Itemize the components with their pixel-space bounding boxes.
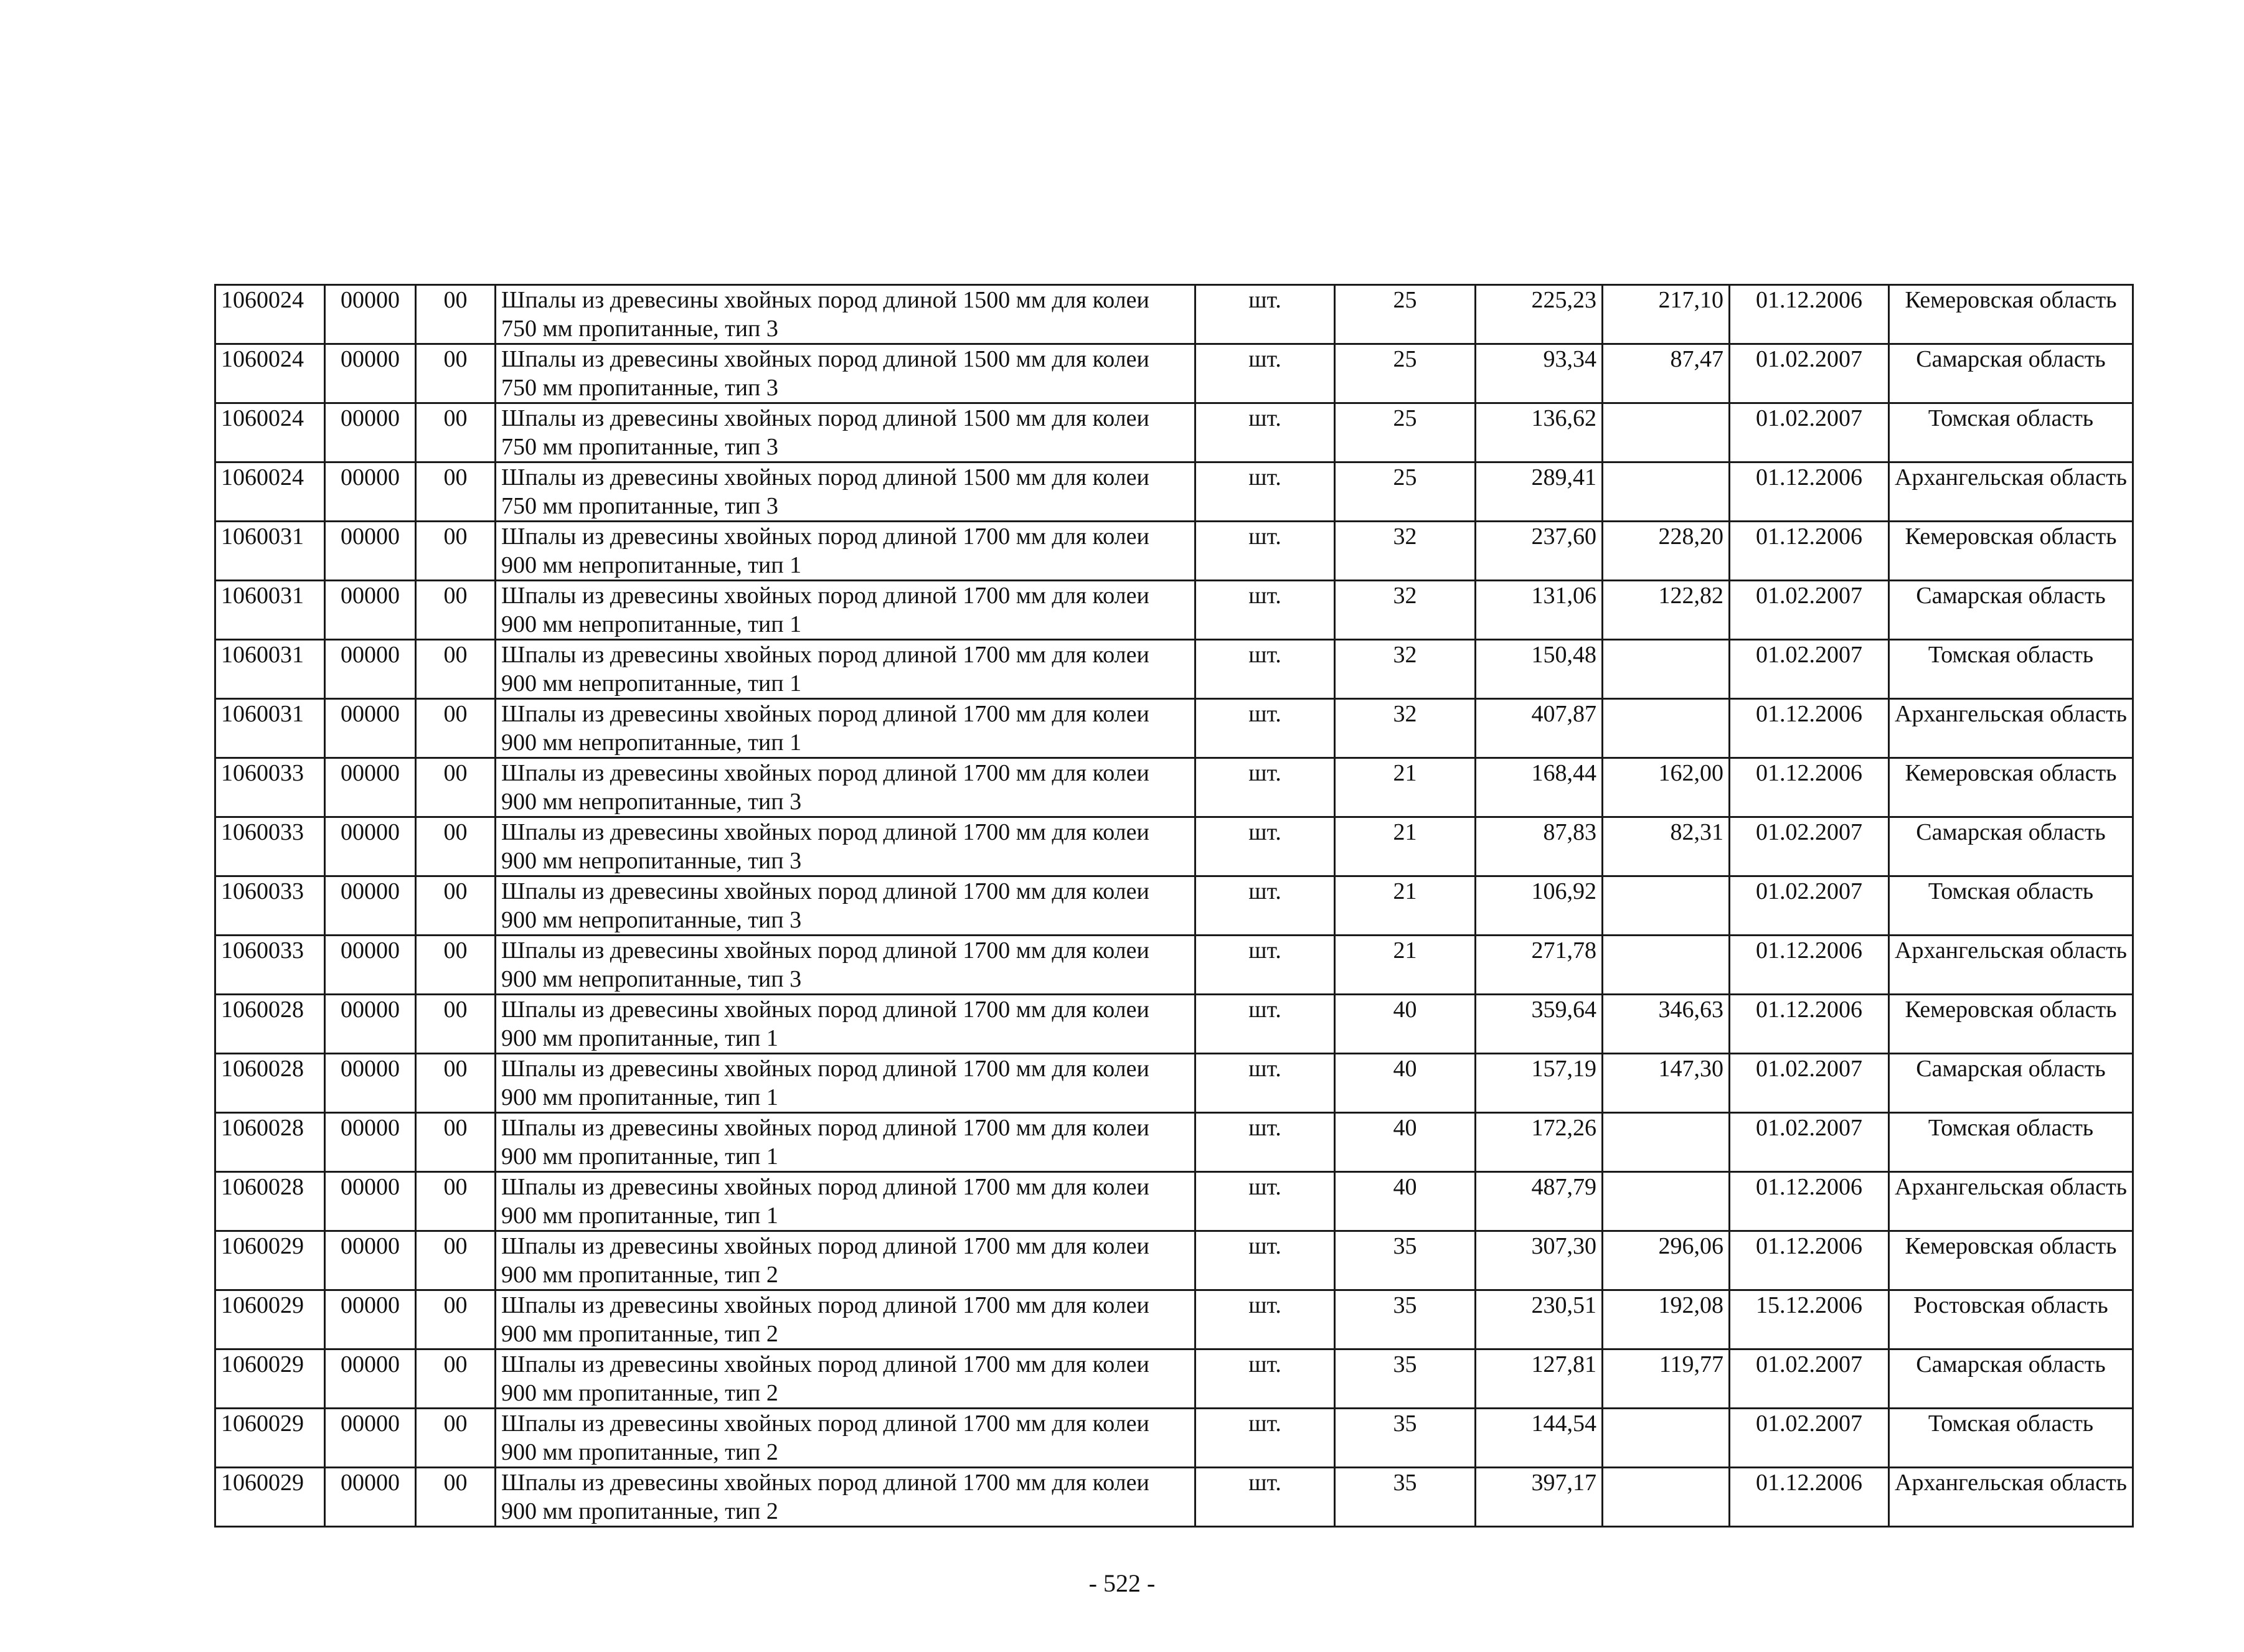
item-name-cell: Шпалы из древесины хвойных пород длиной 1500 мм для колеи 750 мм пропитанные, тип 3 bbox=[496, 285, 1195, 344]
sub-code-cell: 00000 bbox=[325, 522, 416, 581]
sub-code-cell: 00000 bbox=[325, 817, 416, 876]
quantity-cell: 35 bbox=[1335, 1468, 1476, 1527]
price-cell: 87,83 bbox=[1476, 817, 1603, 876]
unit-cell: шт. bbox=[1195, 876, 1335, 936]
price-cell: 359,64 bbox=[1476, 995, 1603, 1054]
price-alt-cell: 192,08 bbox=[1603, 1290, 1730, 1349]
item-code-cell: 1060028 bbox=[215, 1054, 325, 1113]
quantity-cell: 40 bbox=[1335, 1172, 1476, 1231]
date-cell: 01.02.2007 bbox=[1730, 403, 1889, 462]
quantity-cell: 35 bbox=[1335, 1290, 1476, 1349]
sub-code-cell: 00000 bbox=[325, 581, 416, 640]
region-cell: Томская область bbox=[1889, 403, 2133, 462]
date-cell: 15.12.2006 bbox=[1730, 1290, 1889, 1349]
price-alt-cell: 296,06 bbox=[1603, 1231, 1730, 1290]
unit-cell: шт. bbox=[1195, 995, 1335, 1054]
price-cell: 225,23 bbox=[1476, 285, 1603, 344]
price-cell: 131,06 bbox=[1476, 581, 1603, 640]
date-cell: 01.02.2007 bbox=[1730, 1409, 1889, 1468]
region-cell: Томская область bbox=[1889, 876, 2133, 936]
region-cell: Архангельская область bbox=[1889, 936, 2133, 995]
item-name-cell: Шпалы из древесины хвойных пород длиной 1500 мм для колеи 750 мм пропитанные, тип 3 bbox=[496, 462, 1195, 522]
unit-cell: шт. bbox=[1195, 817, 1335, 876]
date-cell: 01.12.2006 bbox=[1730, 285, 1889, 344]
item-code-cell: 1060024 bbox=[215, 344, 325, 403]
region-cell: Томская область bbox=[1889, 1113, 2133, 1172]
table-row bbox=[215, 1290, 2133, 1349]
price-alt-cell bbox=[1603, 403, 1730, 462]
table-row bbox=[215, 699, 2133, 758]
item-code-cell: 1060029 bbox=[215, 1409, 325, 1468]
item-name-cell: Шпалы из древесины хвойных пород длиной 1700 мм для колеи 900 мм непропитанные, тип 1 bbox=[496, 581, 1195, 640]
unit-cell: шт. bbox=[1195, 640, 1335, 699]
region-cell: Самарская область bbox=[1889, 1349, 2133, 1409]
variant-code-cell: 00 bbox=[416, 640, 496, 699]
quantity-cell: 25 bbox=[1335, 285, 1476, 344]
item-name-cell: Шпалы из древесины хвойных пород длиной 1700 мм для колеи 900 мм пропитанные, тип 1 bbox=[496, 1172, 1195, 1231]
unit-cell: шт. bbox=[1195, 462, 1335, 522]
price-alt-cell bbox=[1603, 1172, 1730, 1231]
region-cell: Самарская область bbox=[1889, 581, 2133, 640]
sub-code-cell: 00000 bbox=[325, 1409, 416, 1468]
table-row bbox=[215, 462, 2133, 522]
price-alt-cell: 119,77 bbox=[1603, 1349, 1730, 1409]
date-cell: 01.12.2006 bbox=[1730, 936, 1889, 995]
price-alt-cell bbox=[1603, 1113, 1730, 1172]
unit-cell: шт. bbox=[1195, 344, 1335, 403]
date-cell: 01.02.2007 bbox=[1730, 1054, 1889, 1113]
item-name-cell: Шпалы из древесины хвойных пород длиной 1700 мм для колеи 900 мм пропитанные, тип 1 bbox=[496, 1113, 1195, 1172]
price-table bbox=[214, 284, 2134, 1528]
unit-cell: шт. bbox=[1195, 699, 1335, 758]
quantity-cell: 35 bbox=[1335, 1231, 1476, 1290]
variant-code-cell: 00 bbox=[416, 344, 496, 403]
sub-code-cell: 00000 bbox=[325, 640, 416, 699]
variant-code-cell: 00 bbox=[416, 522, 496, 581]
quantity-cell: 32 bbox=[1335, 699, 1476, 758]
sub-code-cell: 00000 bbox=[325, 699, 416, 758]
date-cell: 01.02.2007 bbox=[1730, 640, 1889, 699]
unit-cell: шт. bbox=[1195, 1409, 1335, 1468]
variant-code-cell: 00 bbox=[416, 581, 496, 640]
item-code-cell: 1060031 bbox=[215, 699, 325, 758]
price-cell: 487,79 bbox=[1476, 1172, 1603, 1231]
item-name-cell: Шпалы из древесины хвойных пород длиной 1700 мм для колеи 900 мм непропитанные, тип 3 bbox=[496, 758, 1195, 817]
table-row bbox=[215, 285, 2133, 344]
table-row bbox=[215, 640, 2133, 699]
price-cell: 93,34 bbox=[1476, 344, 1603, 403]
sub-code-cell: 00000 bbox=[325, 344, 416, 403]
price-alt-cell: 87,47 bbox=[1603, 344, 1730, 403]
item-code-cell: 1060028 bbox=[215, 1113, 325, 1172]
date-cell: 01.02.2007 bbox=[1730, 581, 1889, 640]
table-row bbox=[215, 522, 2133, 581]
variant-code-cell: 00 bbox=[416, 1231, 496, 1290]
region-cell: Архангельская область bbox=[1889, 462, 2133, 522]
sub-code-cell: 00000 bbox=[325, 1468, 416, 1527]
item-name-cell: Шпалы из древесины хвойных пород длиной 1700 мм для колеи 900 мм непропитанные, тип 3 bbox=[496, 936, 1195, 995]
region-cell: Архангельская область bbox=[1889, 1172, 2133, 1231]
item-name-cell: Шпалы из древесины хвойных пород длиной 1700 мм для колеи 900 мм пропитанные, тип 2 bbox=[496, 1409, 1195, 1468]
price-alt-cell bbox=[1603, 1468, 1730, 1527]
quantity-cell: 25 bbox=[1335, 462, 1476, 522]
item-name-cell: Шпалы из древесины хвойных пород длиной 1700 мм для колеи 900 мм непропитанные, тип 3 bbox=[496, 876, 1195, 936]
sub-code-cell: 00000 bbox=[325, 1231, 416, 1290]
item-name-cell: Шпалы из древесины хвойных пород длиной 1700 мм для колеи 900 мм пропитанные, тип 2 bbox=[496, 1349, 1195, 1409]
variant-code-cell: 00 bbox=[416, 1113, 496, 1172]
quantity-cell: 35 bbox=[1335, 1349, 1476, 1409]
date-cell: 01.12.2006 bbox=[1730, 1468, 1889, 1527]
unit-cell: шт. bbox=[1195, 1172, 1335, 1231]
region-cell: Кемеровская область bbox=[1889, 995, 2133, 1054]
item-code-cell: 1060033 bbox=[215, 758, 325, 817]
item-code-cell: 1060028 bbox=[215, 1172, 325, 1231]
quantity-cell: 32 bbox=[1335, 581, 1476, 640]
unit-cell: шт. bbox=[1195, 522, 1335, 581]
date-cell: 01.12.2006 bbox=[1730, 699, 1889, 758]
date-cell: 01.02.2007 bbox=[1730, 344, 1889, 403]
price-cell: 106,92 bbox=[1476, 876, 1603, 936]
unit-cell: шт. bbox=[1195, 936, 1335, 995]
table-row bbox=[215, 936, 2133, 995]
item-code-cell: 1060029 bbox=[215, 1349, 325, 1409]
sub-code-cell: 00000 bbox=[325, 995, 416, 1054]
price-cell: 307,30 bbox=[1476, 1231, 1603, 1290]
price-alt-cell bbox=[1603, 699, 1730, 758]
item-code-cell: 1060031 bbox=[215, 522, 325, 581]
quantity-cell: 25 bbox=[1335, 344, 1476, 403]
page-number: - 522 - bbox=[1088, 1569, 1156, 1597]
region-cell: Томская область bbox=[1889, 1409, 2133, 1468]
variant-code-cell: 00 bbox=[416, 1468, 496, 1527]
price-alt-cell bbox=[1603, 462, 1730, 522]
item-code-cell: 1060029 bbox=[215, 1290, 325, 1349]
item-code-cell: 1060029 bbox=[215, 1468, 325, 1527]
quantity-cell: 21 bbox=[1335, 876, 1476, 936]
table-row bbox=[215, 876, 2133, 936]
sub-code-cell: 00000 bbox=[325, 1113, 416, 1172]
price-cell: 168,44 bbox=[1476, 758, 1603, 817]
sub-code-cell: 00000 bbox=[325, 758, 416, 817]
sub-code-cell: 00000 bbox=[325, 1349, 416, 1409]
price-cell: 237,60 bbox=[1476, 522, 1603, 581]
date-cell: 01.12.2006 bbox=[1730, 758, 1889, 817]
item-name-cell: Шпалы из древесины хвойных пород длиной 1700 мм для колеи 900 мм пропитанные, тип 1 bbox=[496, 995, 1195, 1054]
price-alt-cell: 147,30 bbox=[1603, 1054, 1730, 1113]
date-cell: 01.02.2007 bbox=[1730, 1113, 1889, 1172]
item-name-cell: Шпалы из древесины хвойных пород длиной 1700 мм для колеи 900 мм непропитанные, тип 1 bbox=[496, 522, 1195, 581]
quantity-cell: 21 bbox=[1335, 936, 1476, 995]
variant-code-cell: 00 bbox=[416, 1409, 496, 1468]
item-name-cell: Шпалы из древесины хвойных пород длиной 1700 мм для колеи 900 мм непропитанные, тип 1 bbox=[496, 640, 1195, 699]
quantity-cell: 40 bbox=[1335, 1113, 1476, 1172]
date-cell: 01.12.2006 bbox=[1730, 995, 1889, 1054]
table-row bbox=[215, 581, 2133, 640]
region-cell: Ростовская область bbox=[1889, 1290, 2133, 1349]
table-row bbox=[215, 403, 2133, 462]
date-cell: 01.12.2006 bbox=[1730, 1231, 1889, 1290]
region-cell: Самарская область bbox=[1889, 344, 2133, 403]
price-alt-cell: 162,00 bbox=[1603, 758, 1730, 817]
unit-cell: шт. bbox=[1195, 1054, 1335, 1113]
region-cell: Томская область bbox=[1889, 640, 2133, 699]
quantity-cell: 40 bbox=[1335, 1054, 1476, 1113]
price-alt-cell: 217,10 bbox=[1603, 285, 1730, 344]
unit-cell: шт. bbox=[1195, 285, 1335, 344]
item-code-cell: 1060033 bbox=[215, 876, 325, 936]
table-row bbox=[215, 758, 2133, 817]
date-cell: 01.12.2006 bbox=[1730, 462, 1889, 522]
price-alt-cell bbox=[1603, 1409, 1730, 1468]
item-name-cell: Шпалы из древесины хвойных пород длиной 1700 мм для колеи 900 мм непропитанные, тип 3 bbox=[496, 817, 1195, 876]
item-name-cell: Шпалы из древесины хвойных пород длиной 1500 мм для колеи 750 мм пропитанные, тип 3 bbox=[496, 344, 1195, 403]
item-name-cell: Шпалы из древесины хвойных пород длиной 1500 мм для колеи 750 мм пропитанные, тип 3 bbox=[496, 403, 1195, 462]
unit-cell: шт. bbox=[1195, 1231, 1335, 1290]
sub-code-cell: 00000 bbox=[325, 876, 416, 936]
price-cell: 172,26 bbox=[1476, 1113, 1603, 1172]
date-cell: 01.12.2006 bbox=[1730, 522, 1889, 581]
quantity-cell: 32 bbox=[1335, 640, 1476, 699]
price-alt-cell bbox=[1603, 640, 1730, 699]
variant-code-cell: 00 bbox=[416, 758, 496, 817]
variant-code-cell: 00 bbox=[416, 876, 496, 936]
variant-code-cell: 00 bbox=[416, 1349, 496, 1409]
region-cell: Архангельская область bbox=[1889, 1468, 2133, 1527]
price-alt-cell: 346,63 bbox=[1603, 995, 1730, 1054]
variant-code-cell: 00 bbox=[416, 1172, 496, 1231]
date-cell: 01.02.2007 bbox=[1730, 876, 1889, 936]
item-code-cell: 1060024 bbox=[215, 462, 325, 522]
unit-cell: шт. bbox=[1195, 1113, 1335, 1172]
sub-code-cell: 00000 bbox=[325, 403, 416, 462]
region-cell: Архангельская область bbox=[1889, 699, 2133, 758]
quantity-cell: 35 bbox=[1335, 1409, 1476, 1468]
item-code-cell: 1060033 bbox=[215, 817, 325, 876]
date-cell: 01.02.2007 bbox=[1730, 1349, 1889, 1409]
region-cell: Кемеровская область bbox=[1889, 285, 2133, 344]
unit-cell: шт. bbox=[1195, 581, 1335, 640]
quantity-cell: 21 bbox=[1335, 758, 1476, 817]
unit-cell: шт. bbox=[1195, 758, 1335, 817]
price-cell: 397,17 bbox=[1476, 1468, 1603, 1527]
variant-code-cell: 00 bbox=[416, 462, 496, 522]
date-cell: 01.02.2007 bbox=[1730, 817, 1889, 876]
unit-cell: шт. bbox=[1195, 1349, 1335, 1409]
price-cell: 271,78 bbox=[1476, 936, 1603, 995]
variant-code-cell: 00 bbox=[416, 1290, 496, 1349]
unit-cell: шт. bbox=[1195, 1290, 1335, 1349]
price-alt-cell bbox=[1603, 936, 1730, 995]
quantity-cell: 25 bbox=[1335, 403, 1476, 462]
item-name-cell: Шпалы из древесины хвойных пород длиной 1700 мм для колеи 900 мм пропитанные, тип 2 bbox=[496, 1290, 1195, 1349]
quantity-cell: 32 bbox=[1335, 522, 1476, 581]
sub-code-cell: 00000 bbox=[325, 285, 416, 344]
quantity-cell: 40 bbox=[1335, 995, 1476, 1054]
price-cell: 144,54 bbox=[1476, 1409, 1603, 1468]
price-cell: 230,51 bbox=[1476, 1290, 1603, 1349]
region-cell: Кемеровская область bbox=[1889, 758, 2133, 817]
price-cell: 289,41 bbox=[1476, 462, 1603, 522]
table-row bbox=[215, 817, 2133, 876]
table-row bbox=[215, 344, 2133, 403]
sub-code-cell: 00000 bbox=[325, 1290, 416, 1349]
item-name-cell: Шпалы из древесины хвойных пород длиной 1700 мм для колеи 900 мм пропитанные, тип 2 bbox=[496, 1231, 1195, 1290]
table-row bbox=[215, 1231, 2133, 1290]
region-cell: Кемеровская область bbox=[1889, 1231, 2133, 1290]
item-code-cell: 1060024 bbox=[215, 403, 325, 462]
table-row bbox=[215, 995, 2133, 1054]
variant-code-cell: 00 bbox=[416, 936, 496, 995]
table-row bbox=[215, 1054, 2133, 1113]
table-row bbox=[215, 1113, 2133, 1172]
price-alt-cell: 228,20 bbox=[1603, 522, 1730, 581]
table-body bbox=[215, 285, 2133, 1527]
sub-code-cell: 00000 bbox=[325, 462, 416, 522]
item-name-cell: Шпалы из древесины хвойных пород длиной 1700 мм для колеи 900 мм непропитанные, тип 1 bbox=[496, 699, 1195, 758]
item-code-cell: 1060033 bbox=[215, 936, 325, 995]
unit-cell: шт. bbox=[1195, 1468, 1335, 1527]
table-row bbox=[215, 1349, 2133, 1409]
price-alt-cell: 82,31 bbox=[1603, 817, 1730, 876]
price-cell: 407,87 bbox=[1476, 699, 1603, 758]
date-cell: 01.12.2006 bbox=[1730, 1172, 1889, 1231]
variant-code-cell: 00 bbox=[416, 817, 496, 876]
variant-code-cell: 00 bbox=[416, 403, 496, 462]
item-code-cell: 1060031 bbox=[215, 581, 325, 640]
item-code-cell: 1060024 bbox=[215, 285, 325, 344]
sub-code-cell: 00000 bbox=[325, 1172, 416, 1231]
table-row bbox=[215, 1468, 2133, 1527]
sub-code-cell: 00000 bbox=[325, 936, 416, 995]
region-cell: Самарская область bbox=[1889, 817, 2133, 876]
item-code-cell: 1060029 bbox=[215, 1231, 325, 1290]
price-cell: 127,81 bbox=[1476, 1349, 1603, 1409]
item-name-cell: Шпалы из древесины хвойных пород длиной 1700 мм для колеи 900 мм пропитанные, тип 1 bbox=[496, 1054, 1195, 1113]
price-cell: 157,19 bbox=[1476, 1054, 1603, 1113]
variant-code-cell: 00 bbox=[416, 1054, 496, 1113]
table-row bbox=[215, 1409, 2133, 1468]
variant-code-cell: 00 bbox=[416, 995, 496, 1054]
quantity-cell: 21 bbox=[1335, 817, 1476, 876]
price-alt-cell bbox=[1603, 876, 1730, 936]
variant-code-cell: 00 bbox=[416, 285, 496, 344]
variant-code-cell: 00 bbox=[416, 699, 496, 758]
region-cell: Кемеровская область bbox=[1889, 522, 2133, 581]
price-cell: 150,48 bbox=[1476, 640, 1603, 699]
region-cell: Самарская область bbox=[1889, 1054, 2133, 1113]
item-code-cell: 1060031 bbox=[215, 640, 325, 699]
unit-cell: шт. bbox=[1195, 403, 1335, 462]
table-row bbox=[215, 1172, 2133, 1231]
item-code-cell: 1060028 bbox=[215, 995, 325, 1054]
sub-code-cell: 00000 bbox=[325, 1054, 416, 1113]
price-cell: 136,62 bbox=[1476, 403, 1603, 462]
item-name-cell: Шпалы из древесины хвойных пород длиной 1700 мм для колеи 900 мм пропитанные, тип 2 bbox=[496, 1468, 1195, 1527]
price-alt-cell: 122,82 bbox=[1603, 581, 1730, 640]
